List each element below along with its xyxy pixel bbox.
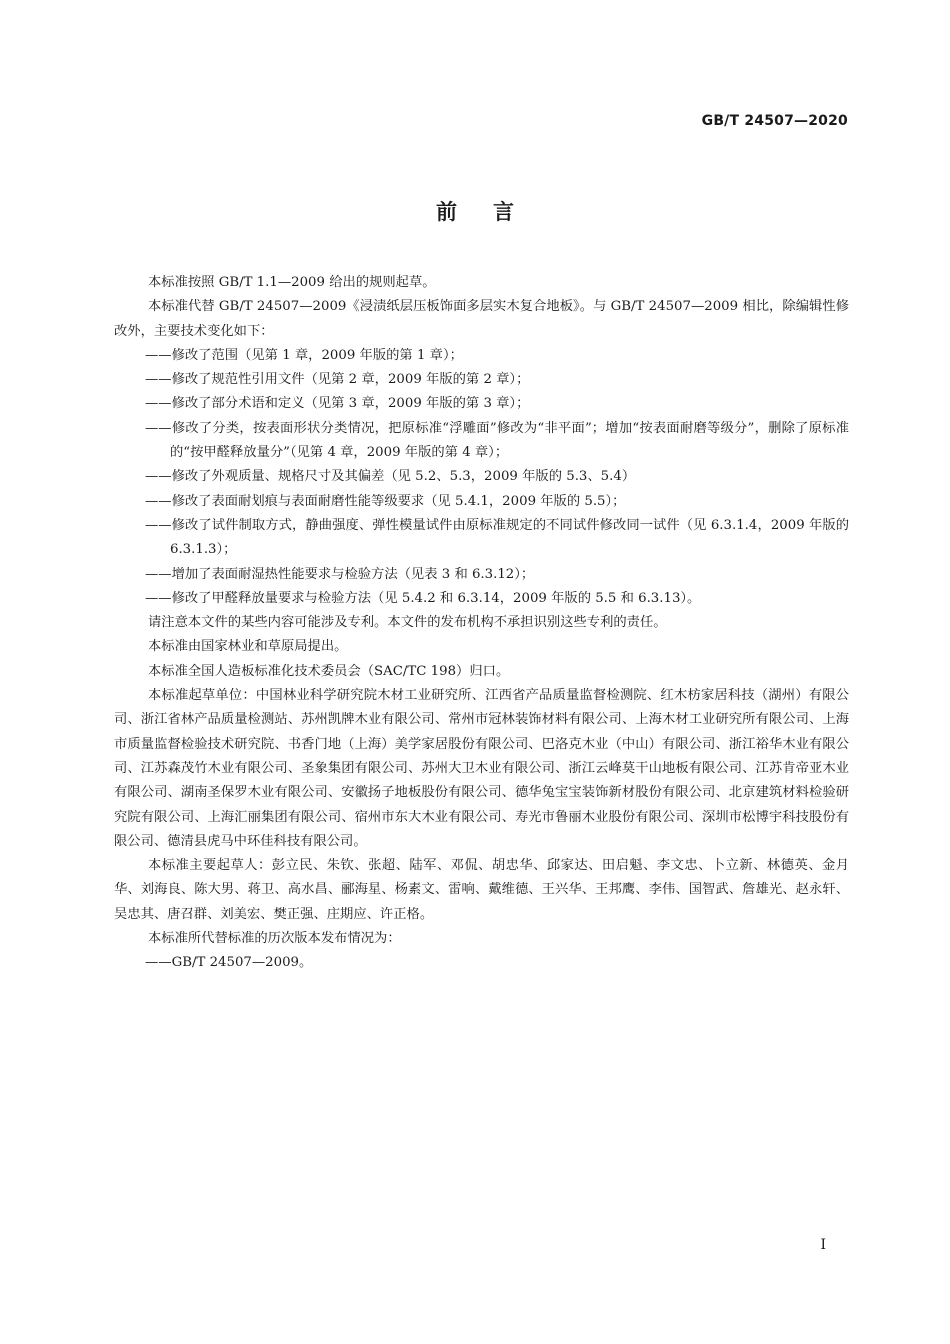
paragraph: 本标准代替 GB/T 24507—2009《浸渍纸层压板饰面多层实木复合地板》。与 GB/T 24507—2009 相比，除编辑性修改外，主要技术变化如下：	[114, 299, 849, 339]
change-item: ——修改了部分术语和定义（见第 3 章，2009 年版的第 3 章）；	[145, 396, 530, 412]
paragraph-drafting-units: 本标准起草单位：中国林业科学研究院木材工业研究所、江西省产品质量监督检测院、红木枋家居科技（湖州）有限公司、浙江省林产品质量检测站、苏州凯牌木业有限公司、常州市冠林装饰材料有限公司、上海木材工业研究所有限公司、上海市质量监督检验技术研究院、书香门地（上海）美学家居股份有限公司、巴洛克木业（中山）有限公司、浙江裕华木业有限公司、江苏森茂竹木业有限公司、圣象集团有限公司、苏州大卫木业有限公司、浙江云峰莫干山地板有限公司、江苏肯帝亚木业有限公司、湖南圣保罗木业有限公司、安徽扬子地板股份有限公司、德华兔宝宝装饰新材股份有限公司、北京建筑材料检验研究院有限公司、上海汇丽集团有限公司、宿州市东大木业有限公司、寿光市鲁丽木业股份有限公司、深圳市松博宇科技股份有限公司、德清县虎马中环佳科技有限公司。	[114, 688, 849, 849]
paragraph: 本标准按照 GB/T 1.1—2009 给出的规则起草。	[148, 275, 436, 290]
change-item: ——修改了试件制取方式，静曲强度、弹性模量试件由原标准规定的不同试件修改同一试件（见 6.3.1.4，2009 年版的 6.3.1.3）；	[145, 517, 849, 558]
paragraph: 请注意本文件的某些内容可能涉及专利。本文件的发布机构不承担识别这些专利的责任。	[148, 615, 667, 631]
page-number: I	[820, 1237, 826, 1253]
standard-number: GB/T 24507—2020	[701, 113, 848, 129]
change-item: ——修改了范围（见第 1 章，2009 年版的第 1 章）；	[145, 347, 463, 363]
change-item: ——增加了表面耐湿热性能要求与检验方法（见表 3 和 6.3.12）；	[145, 566, 535, 582]
paragraph: 本标准由国家林业和草原局提出。	[148, 639, 348, 655]
change-item: ——修改了规范性引用文件（见第 2 章，2009 年版的第 2 章）；	[145, 372, 530, 388]
foreword-body	[114, 271, 849, 976]
change-item: ——修改了外观质量、规格尺寸及其偏差（见 5.2、5.3，2009 年版的 5.3、5.4）	[145, 469, 636, 485]
change-item: ——修改了分类，按表面形状分类情况，把原标准“浮雕面”修改为“非平面”；增加“按表面耐磨等级分”，删除了原标准的“按甲醛释放量分”（见第 4 章，2009 年版的第 4 章）；	[145, 420, 849, 461]
change-item: ——修改了甲醛释放量要求与检验方法（见 5.4.2 和 6.3.14，2009 年版的 5.5 和 6.3.13）。	[145, 590, 701, 606]
page-title: 前言	[436, 200, 550, 224]
paragraph-drafters: 本标准主要起草人：彭立民、朱钦、张超、陆军、邓侃、胡忠华、邱家达、田启魁、李文忠、卜立新、林德英、金月华、刘海良、陈大男、蒋卫、高水昌、郦海星、杨素文、雷响、戴维德、王兴华、王邦鹰、李伟、国智武、詹雄光、赵永轩、吴忠其、唐召群、刘美宏、樊正强、庄期应、许正格。	[114, 858, 849, 922]
history-item: ——GB/T 24507—2009。	[145, 955, 313, 971]
paragraph: 本标准全国人造板标准化技术委员会（SAC/TC 198）归口。	[148, 663, 510, 679]
change-item: ——修改了表面耐划痕与表面耐磨性能等级要求（见 5.4.1，2009 年版的 5.5）；	[145, 493, 626, 509]
paragraph: 本标准所代替标准的历次版本发布情况为：	[148, 931, 401, 947]
